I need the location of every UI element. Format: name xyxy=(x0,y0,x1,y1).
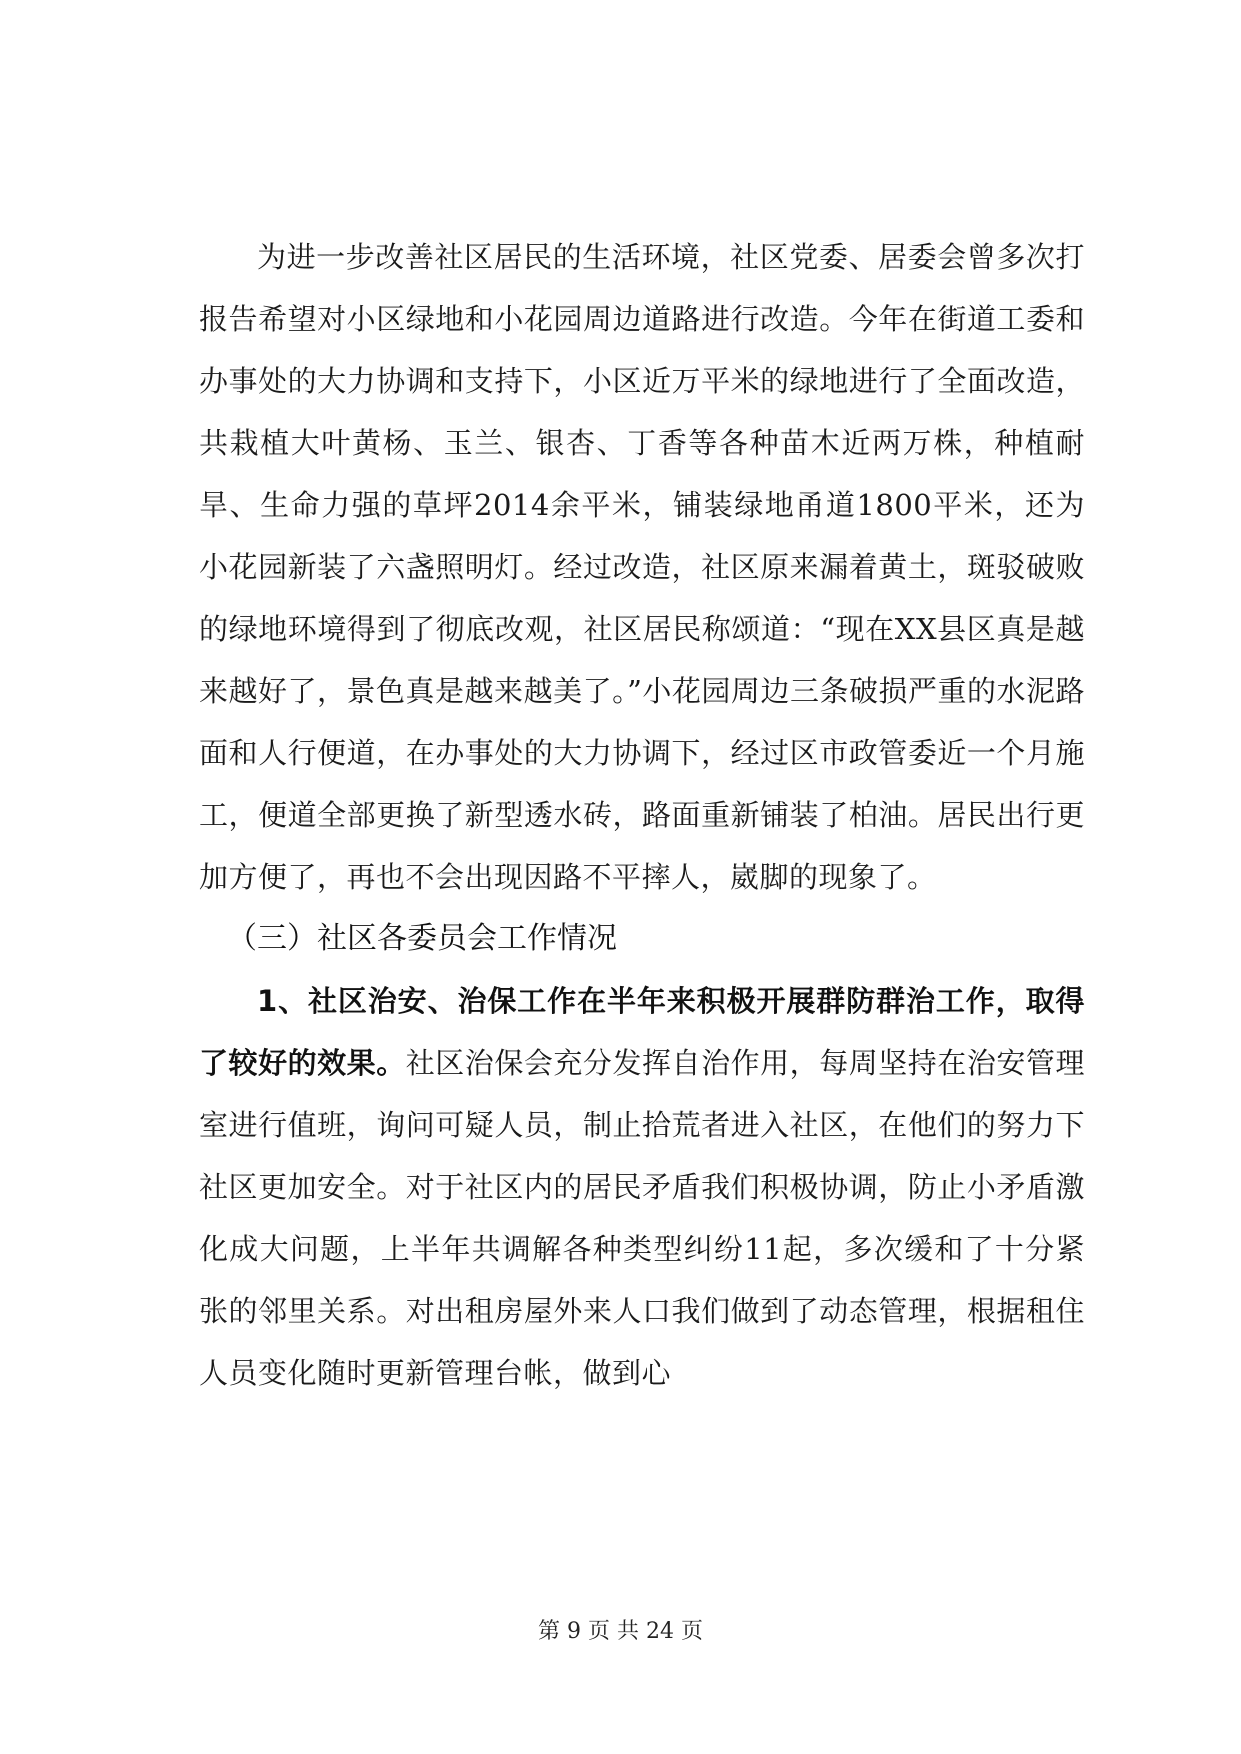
page-content xyxy=(199,226,1085,1404)
page-footer: 第 9 页 共 24 页 xyxy=(538,1619,703,1644)
section-heading: （三）社区各委员会工作情况 xyxy=(227,921,617,956)
paragraph-body: 社区治保会充分发挥自治作用，每周坚持在治安管理室进行值班，询问可疑人员，制止拾荒者进入社区，在他们的努力下社区更加安全。对于社区内的居民矛盾我们积极协调，防止小矛盾激化成大问题，上半年共调解各种类型纠纷11起，多次缓和了十分紧张的邻里关系。对出租房屋外来人口我们做到了动态管理，根据租住人员变化随时更新管理台帐，做到心 xyxy=(199,1046,1085,1390)
paragraph-bold-lead: 1、社区治安、治保工作在半年来积极开展群防群治工作，取得了较好的效果。 xyxy=(199,984,1085,1080)
paragraph-greening-improvement: 为进一步改善社区居民的生活环境，社区党委、居委会曾多次打报告希望对小区绿地和小花园周边道路进行改造。今年在街道工委和办事处的大力协调和支持下，小区近万平米的绿地进行了全面改造，共栽植大叶黄杨、玉兰、银杏、丁香等各种苗木近两万株，种植耐旱、生命力强的草坪2014余平米，铺装绿地甬道1800平米，还为小花园新装了六盏照明灯。经过改造，社区原来漏着黄土，斑驳破败的绿地环境得到了彻底改观，社区居民称颂道：“现在XX县区真是越来越好了，景色真是越来越美了。”小花园周边三条破损严重的水泥路面和人行便道，在办事处的大力协调下，经过区市政管委近一个月施工，便道全部更换了新型透水砖，路面重新铺装了柏油。居民出行更加方便了，再也不会出现因路不平摔人，崴脚的现象了。 xyxy=(199,240,1085,894)
paragraph-security-work xyxy=(199,970,1085,1404)
